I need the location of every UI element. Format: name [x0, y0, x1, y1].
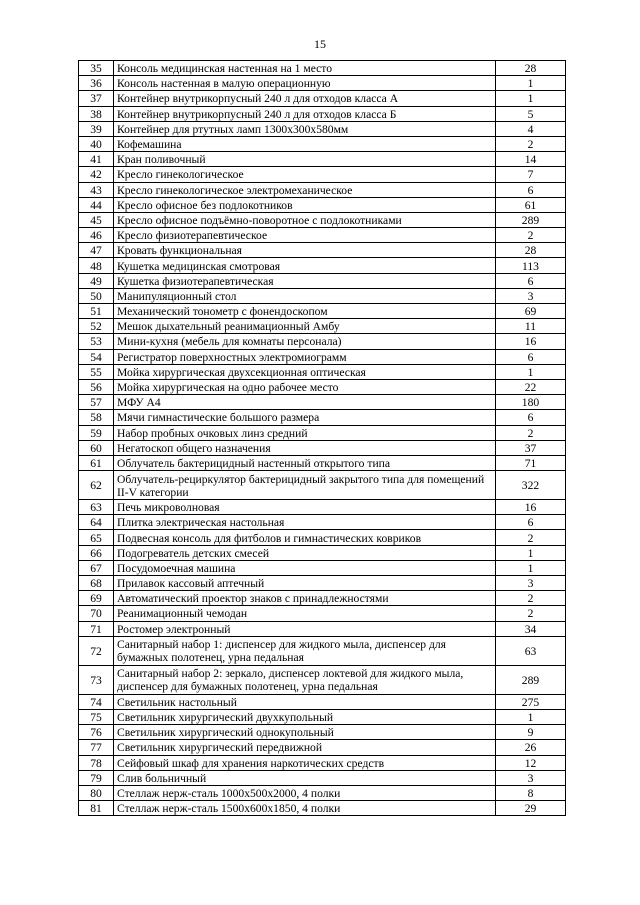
row-number: 72: [79, 636, 114, 665]
row-number: 73: [79, 665, 114, 694]
item-quantity: 3: [496, 770, 566, 785]
table-row: [79, 770, 566, 785]
table-row: [79, 694, 566, 709]
item-quantity: 1: [496, 545, 566, 560]
row-number: 45: [79, 212, 114, 227]
item-name: Негатоскоп общего назначения: [114, 440, 496, 455]
item-name: Контейнер внутрикорпусный 240 л для отходов класса Б: [114, 106, 496, 121]
item-quantity: 113: [496, 258, 566, 273]
item-name: Плитка электрическая настольная: [114, 515, 496, 530]
item-quantity: 37: [496, 440, 566, 455]
item-quantity: 1: [496, 364, 566, 379]
row-number: 80: [79, 785, 114, 800]
row-number: 68: [79, 576, 114, 591]
item-name: Набор пробных очковых линз средний: [114, 425, 496, 440]
item-name: Ростомер электронный: [114, 621, 496, 636]
item-name: Кресло офисное без подлокотников: [114, 197, 496, 212]
item-name: Облучатель бактерицидный настенный открытого типа: [114, 455, 496, 470]
table-row: [79, 273, 566, 288]
row-number: 46: [79, 228, 114, 243]
item-quantity: 28: [496, 243, 566, 258]
row-number: 51: [79, 304, 114, 319]
table-row: [79, 576, 566, 591]
table-row: [79, 665, 566, 694]
item-quantity: 6: [496, 410, 566, 425]
item-name: Механический тонометр с фонендоскопом: [114, 304, 496, 319]
table-row: [79, 349, 566, 364]
item-quantity: 322: [496, 471, 566, 500]
table-row: [79, 801, 566, 816]
row-number: 75: [79, 709, 114, 724]
item-quantity: 29: [496, 801, 566, 816]
table-row: [79, 61, 566, 76]
item-name: Кресло физиотерапевтическое: [114, 228, 496, 243]
item-name: Светильник настольный: [114, 694, 496, 709]
table-row: [79, 304, 566, 319]
table-row: [79, 106, 566, 121]
table-row: [79, 136, 566, 151]
item-quantity: 289: [496, 212, 566, 227]
item-name: Консоль настенная в малую операционную: [114, 76, 496, 91]
item-name: Светильник хирургический однокупольный: [114, 725, 496, 740]
row-number: 37: [79, 91, 114, 106]
table-row: [79, 288, 566, 303]
table-row: [79, 243, 566, 258]
row-number: 67: [79, 560, 114, 575]
table-row: [79, 258, 566, 273]
item-quantity: 63: [496, 636, 566, 665]
item-quantity: 9: [496, 725, 566, 740]
item-quantity: 3: [496, 288, 566, 303]
row-number: 79: [79, 770, 114, 785]
item-quantity: 69: [496, 304, 566, 319]
item-quantity: 2: [496, 606, 566, 621]
table-row: [79, 545, 566, 560]
item-quantity: 12: [496, 755, 566, 770]
row-number: 71: [79, 621, 114, 636]
table-row: [79, 197, 566, 212]
table-row: [79, 471, 566, 500]
item-quantity: 26: [496, 740, 566, 755]
table-row: [79, 515, 566, 530]
row-number: 52: [79, 319, 114, 334]
row-number: 70: [79, 606, 114, 621]
item-quantity: 7: [496, 167, 566, 182]
row-number: 66: [79, 545, 114, 560]
row-number: 77: [79, 740, 114, 755]
item-quantity: 61: [496, 197, 566, 212]
item-name: Консоль медицинская настенная на 1 место: [114, 61, 496, 76]
item-name: Подвесная консоль для фитболов и гимнастических ковриков: [114, 530, 496, 545]
table-row: [79, 167, 566, 182]
row-number: 74: [79, 694, 114, 709]
item-name: Мини-кухня (мебель для комнаты персонала): [114, 334, 496, 349]
item-name: Светильник хирургический двухкупольный: [114, 709, 496, 724]
item-name: Кофемашина: [114, 136, 496, 151]
item-name: Подогреватель детских смесей: [114, 545, 496, 560]
item-name: Стеллаж нерж-сталь 1500х600х1850, 4 полки: [114, 801, 496, 816]
row-number: 44: [79, 197, 114, 212]
item-name: Посудомоечная машина: [114, 560, 496, 575]
item-name: Кушетка медицинская смотровая: [114, 258, 496, 273]
row-number: 61: [79, 455, 114, 470]
row-number: 39: [79, 121, 114, 136]
row-number: 69: [79, 591, 114, 606]
item-name: Сейфовый шкаф для хранения наркотических средств: [114, 755, 496, 770]
table-row: [79, 725, 566, 740]
item-quantity: 16: [496, 500, 566, 515]
item-quantity: 2: [496, 591, 566, 606]
table-row: [79, 364, 566, 379]
item-quantity: 1: [496, 91, 566, 106]
item-quantity: 14: [496, 152, 566, 167]
item-quantity: 180: [496, 395, 566, 410]
item-name: Контейнер внутрикорпусный 240 л для отходов класса А: [114, 91, 496, 106]
row-number: 65: [79, 530, 114, 545]
item-quantity: 4: [496, 121, 566, 136]
item-name: Стеллаж нерж-сталь 1000х500х2000, 4 полки: [114, 785, 496, 800]
table-row: [79, 76, 566, 91]
table-row: [79, 606, 566, 621]
table-row: [79, 455, 566, 470]
table-row: [79, 379, 566, 394]
item-name: Санитарный набор 1: диспенсер для жидкого мыла, диспенсер для бумажных полотенец, урна педальная: [114, 636, 496, 665]
item-quantity: 6: [496, 182, 566, 197]
item-quantity: 28: [496, 61, 566, 76]
item-quantity: 2: [496, 425, 566, 440]
row-number: 50: [79, 288, 114, 303]
item-name: Светильник хирургический передвижной: [114, 740, 496, 755]
row-number: 58: [79, 410, 114, 425]
table-row: [79, 319, 566, 334]
row-number: 41: [79, 152, 114, 167]
item-name: Автоматический проектор знаков с принадлежностями: [114, 591, 496, 606]
item-quantity: 5: [496, 106, 566, 121]
table-row: [79, 182, 566, 197]
row-number: 49: [79, 273, 114, 288]
item-name: Печь микроволновая: [114, 500, 496, 515]
item-name: Слив больничный: [114, 770, 496, 785]
row-number: 38: [79, 106, 114, 121]
table-row: [79, 410, 566, 425]
row-number: 81: [79, 801, 114, 816]
item-quantity: 1: [496, 76, 566, 91]
table-row: [79, 560, 566, 575]
item-name: МФУ А4: [114, 395, 496, 410]
item-name: Реанимационный чемодан: [114, 606, 496, 621]
item-name: Мойка хирургическая двухсекционная оптическая: [114, 364, 496, 379]
item-name: Санитарный набор 2: зеркало, диспенсер локтевой для жидкого мыла, диспенсер для бумажных полотенец, урна педальная: [114, 665, 496, 694]
item-name: Кресло гинекологическое электромеханическое: [114, 182, 496, 197]
item-name: Облучатель-рециркулятор бактерицидный закрытого типа для помещений II-V категории: [114, 471, 496, 500]
item-name: Кушетка физиотерапевтическая: [114, 273, 496, 288]
item-quantity: 289: [496, 665, 566, 694]
row-number: 76: [79, 725, 114, 740]
item-quantity: 2: [496, 228, 566, 243]
table-row: [79, 755, 566, 770]
item-name: Прилавок кассовый аптечный: [114, 576, 496, 591]
item-quantity: 6: [496, 273, 566, 288]
table-row: [79, 152, 566, 167]
row-number: 56: [79, 379, 114, 394]
table-row: [79, 591, 566, 606]
row-number: 47: [79, 243, 114, 258]
item-name: Манипуляционный стол: [114, 288, 496, 303]
item-quantity: 3: [496, 576, 566, 591]
table-row: [79, 740, 566, 755]
item-quantity: 16: [496, 334, 566, 349]
row-number: 48: [79, 258, 114, 273]
table-row: [79, 785, 566, 800]
table-row: [79, 530, 566, 545]
row-number: 63: [79, 500, 114, 515]
item-quantity: 71: [496, 455, 566, 470]
row-number: 42: [79, 167, 114, 182]
table-row: [79, 440, 566, 455]
item-name: Мешок дыхательный реанимационный Амбу: [114, 319, 496, 334]
item-quantity: 1: [496, 560, 566, 575]
table-row: [79, 425, 566, 440]
item-name: Кресло гинекологическое: [114, 167, 496, 182]
table-row: [79, 334, 566, 349]
table-body: [79, 61, 566, 816]
row-number: 60: [79, 440, 114, 455]
row-number: 43: [79, 182, 114, 197]
item-quantity: 6: [496, 349, 566, 364]
row-number: 62: [79, 471, 114, 500]
item-name: Регистратор поверхностных электромиограмм: [114, 349, 496, 364]
item-quantity: 2: [496, 136, 566, 151]
table-row: [79, 121, 566, 136]
item-quantity: 6: [496, 515, 566, 530]
item-quantity: 8: [496, 785, 566, 800]
item-quantity: 2: [496, 530, 566, 545]
table-row: [79, 709, 566, 724]
table-row: [79, 395, 566, 410]
item-name: Мойка хирургическая на одно рабочее место: [114, 379, 496, 394]
table-row: [79, 228, 566, 243]
table-row: [79, 621, 566, 636]
row-number: 54: [79, 349, 114, 364]
item-name: Контейнер для ртутных ламп 1300х300х580мм: [114, 121, 496, 136]
item-name: Кровать функциональная: [114, 243, 496, 258]
row-number: 78: [79, 755, 114, 770]
item-name: Кресло офисное подъёмно-поворотное с подлокотниками: [114, 212, 496, 227]
item-name: Мячи гимнастические большого размера: [114, 410, 496, 425]
item-quantity: 11: [496, 319, 566, 334]
item-quantity: 275: [496, 694, 566, 709]
row-number: 35: [79, 61, 114, 76]
row-number: 55: [79, 364, 114, 379]
table-row: [79, 636, 566, 665]
item-quantity: 1: [496, 709, 566, 724]
item-quantity: 22: [496, 379, 566, 394]
row-number: 64: [79, 515, 114, 530]
item-quantity: 34: [496, 621, 566, 636]
table-row: [79, 91, 566, 106]
equipment-table: [78, 60, 566, 816]
page-number: 15: [314, 37, 326, 51]
row-number: 40: [79, 136, 114, 151]
table-row: [79, 500, 566, 515]
row-number: 53: [79, 334, 114, 349]
item-name: Кран поливочный: [114, 152, 496, 167]
table-row: [79, 212, 566, 227]
row-number: 59: [79, 425, 114, 440]
row-number: 36: [79, 76, 114, 91]
row-number: 57: [79, 395, 114, 410]
